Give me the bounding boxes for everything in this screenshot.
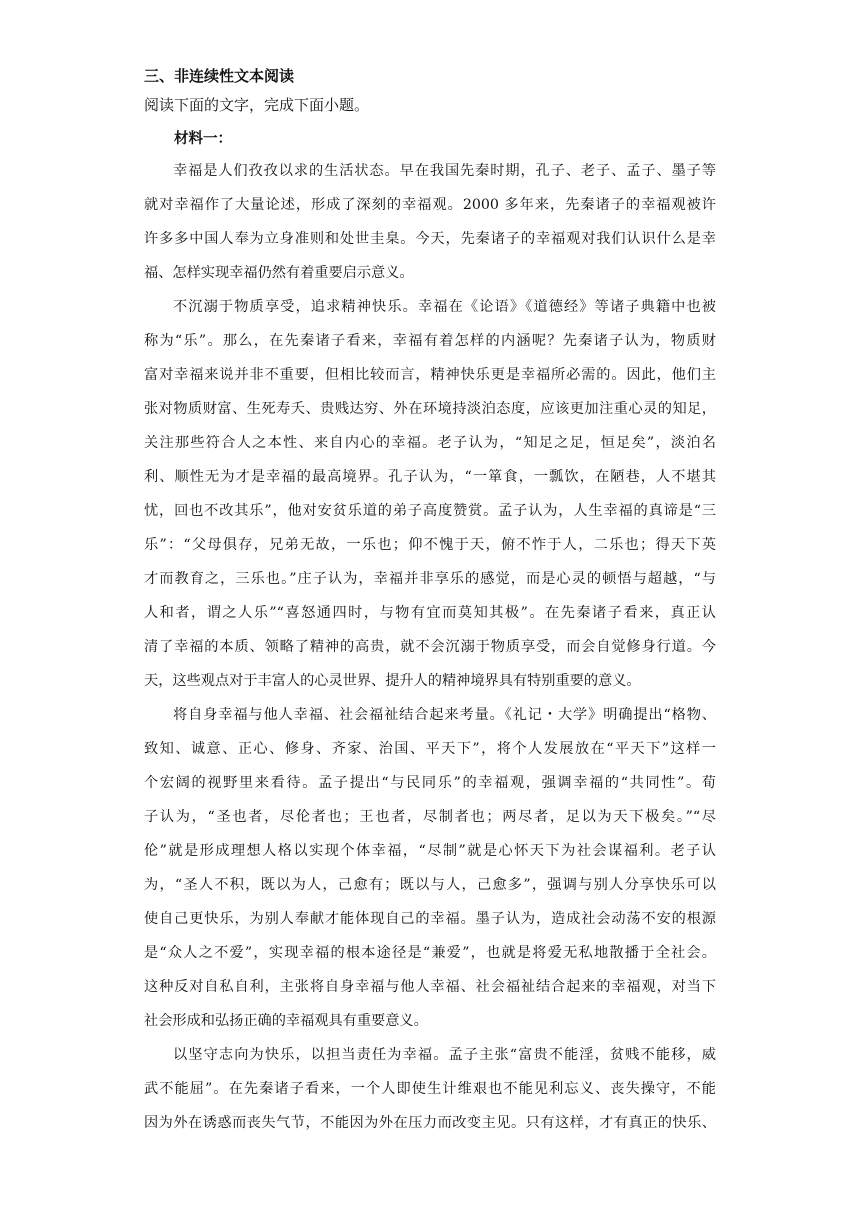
text-line: 使自己更快乐，为别人奉献才能体现自己的幸福。墨子认为，造成社会动荡不安的根源 [144,911,716,927]
text-line: 将自身幸福与他人幸福、社会福祉结合起来考量。《礼记・大学》明确提出“格物、 [173,707,716,723]
text-line: 关注那些符合人之本性、来自内心的幸福。老子认为，“知足之足，恒足矣”，淡泊名 [144,435,716,451]
text-line: 称为“乐”。那么，在先秦诸子看来，幸福有着怎样的内涵呢？先秦诸子认为，物质财 [144,333,716,349]
paragraph [144,159,716,295]
text-line: 社会形成和弘扬正确的幸福观具有重要意义。 [144,1013,428,1029]
text-line: 子认为，“圣也者，尽伦者也；王也者，尽制者也；两尽者，足以为天下极矣。”“尽 [144,809,716,825]
text-line: 致知、诚意、正心、修身、齐家、治国、平天下”，将个人发展放在“平天下”这样一 [144,741,716,757]
text-line: 伦”就是形成理想人格以实现个体幸福，“尽制”就是心怀天下为社会谋福利。老子认 [144,843,716,859]
text-line: 才而教育之，三乐也。”庄子认为，幸福并非享乐的感觉，而是心灵的顿悟与超越，“与 [144,571,716,587]
text-line: 许多多中国人奉为立身准则和处世圭臬。今天，先秦诸子的幸福观对我们认识什么是幸 [144,231,716,247]
text-line: 富对幸福来说并非不重要，但相比较而言，精神快乐更是幸福所必需的。因此，他们主 [144,367,716,383]
text-line: 个宏阔的视野里来看待。孟子提出“与民同乐”的幸福观，强调幸福的“共同性”。荀 [144,775,716,791]
text-line: 幸福是人们孜孜以求的生活状态。早在我国先秦时期，孔子、老子、孟子、墨子等 [173,163,716,179]
section-heading: 三、非连续性文本阅读 [144,67,295,85]
paragraph [144,703,716,1043]
text-line: 乐”：“父母俱存，兄弟无故，一乐也；仰不愧于天，俯不怍于人，二乐也；得天下英 [144,537,716,553]
text-line: 福、怎样实现幸福仍然有着重要启示意义。 [144,265,414,281]
text-line: 为，“圣人不积，既以为人，己愈有；既以与人，己愈多”，强调与别人分享快乐可以 [144,877,716,893]
text-line: 利、顺性无为才是幸福的最高境界。孔子认为，“一箪食，一瓢饮，在陋巷，人不堪其 [144,469,716,485]
text-line: 是“众人之不爱”，实现幸福的根本途径是“兼爱”，也就是将爱无私地散播于全社会。 [144,945,716,961]
text-line: 天，这些观点对于丰富人的心灵世界、提升人的精神境界具有特别重要的意义。 [144,673,641,689]
paragraph [144,295,716,703]
text-line: 这种反对自私自利，主张将自身幸福与他人幸福、社会福祉结合起来的幸福观，对当下 [144,979,716,995]
text-line: 以坚守志向为快乐，以担当责任为幸福。孟子主张“富贵不能淫，贫贱不能移，威 [173,1047,716,1063]
text-line: 清了幸福的本质、领略了精神的高贵，就不会沉溺于物质享受，而会自觉修身行道。今 [144,639,716,655]
material-label: 材料一： [174,130,232,147]
text-line: 忧，回也不改其乐”，他对安贫乐道的弟子高度赞赏。孟子认为，人生幸福的真谛是“三 [144,503,716,519]
paragraph [144,1043,716,1145]
text-line: 就对幸福作了大量论述，形成了深刻的幸福观。2000 多年来，先秦诸子的幸福观被许 [144,197,716,213]
text-line: 不沉溺于物质享受，追求精神快乐。幸福在《论语》《道德经》等诸子典籍中也被 [173,299,716,315]
text-line: 武不能屈”。在先秦诸子看来，一个人即使生计维艰也不能见利忘义、丧失操守，不能 [144,1081,716,1097]
text-line: 张对物质财富、生死寿夭、贵贱达穷、外在环境持淡泊态度，应该更加注重心灵的知足， [144,401,716,417]
reading-instruction: 阅读下面的文字，完成下面小题。 [144,96,370,114]
text-line: 人和者，谓之人乐”“喜怒通四时，与物有宜而莫知其极”。在先秦诸子看来，真正认 [144,605,716,621]
text-line: 因为外在诱惑而丧失气节，不能因为外在压力而改变主见。只有这样，才有真正的快乐、 [144,1115,716,1131]
material-body-text [144,159,716,1145]
